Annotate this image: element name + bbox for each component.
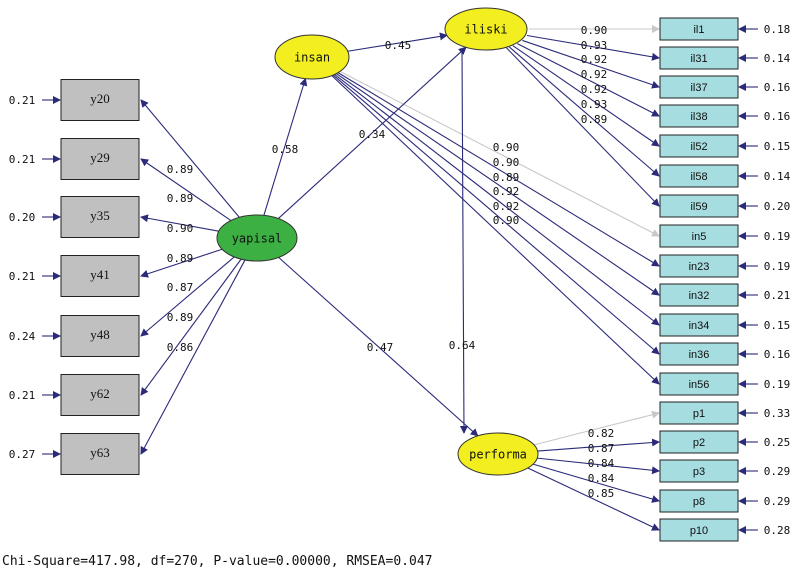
error-value-in32: 0.21	[763, 289, 791, 302]
indicator-label-il52: il52	[690, 140, 708, 153]
loading-value-il1: 0.90	[580, 24, 608, 37]
loading-value-y35: 0.90	[166, 222, 194, 235]
loading-arrow-in56	[332, 76, 659, 384]
loading-arrow-y62	[141, 259, 241, 395]
indicator-label-in23: in23	[688, 260, 710, 273]
indicator-label-in32: in32	[688, 289, 710, 302]
indicator-label-y62: y62	[90, 385, 110, 401]
error-value-il58: 0.14	[763, 170, 791, 183]
loading-arrow-il58	[509, 47, 659, 176]
error-value-in36: 0.16	[763, 348, 791, 361]
indicator-label-il1: il1	[693, 23, 705, 36]
error-value-in34: 0.15	[763, 319, 791, 332]
path-coefficient-iliski-performa: 0.64	[448, 339, 476, 352]
path-arrow-iliski-performa	[462, 49, 464, 433]
loading-value-il52: 0.92	[580, 83, 608, 96]
loading-value-y41: 0.89	[166, 252, 194, 265]
latent-label-insan: insan	[293, 50, 331, 65]
indicator-label-il37: il37	[690, 81, 708, 94]
error-value-y63: 0.27	[8, 448, 36, 461]
indicator-label-p8: p8	[692, 495, 706, 508]
loading-value-p10: 0.85	[587, 487, 615, 500]
error-value-p8: 0.29	[763, 495, 791, 508]
error-value-p3: 0.29	[763, 465, 791, 478]
path-coefficient-yapisal-performa: 0.47	[366, 341, 394, 354]
error-value-y29: 0.21	[8, 153, 36, 166]
loading-value-in36: 0.92	[492, 200, 520, 213]
indicator-label-il38: il38	[690, 110, 708, 123]
loading-arrow-y48	[141, 257, 234, 336]
loading-value-p2: 0.87	[587, 442, 615, 455]
indicator-label-y29: y29	[90, 149, 110, 165]
loading-value-in5: 0.90	[492, 141, 520, 154]
loading-arrow-in23	[338, 73, 659, 266]
indicator-label-in36: in36	[688, 348, 710, 361]
indicator-label-in34: in34	[688, 319, 710, 332]
error-value-il59: 0.20	[763, 200, 791, 213]
error-value-y41: 0.21	[8, 270, 36, 283]
loading-value-in23: 0.90	[492, 156, 520, 169]
error-value-p2: 0.25	[763, 436, 791, 449]
loading-value-il58: 0.93	[580, 98, 608, 111]
error-value-y62: 0.21	[8, 389, 36, 402]
indicator-label-y41: y41	[90, 266, 110, 282]
loading-value-in34: 0.92	[492, 185, 520, 198]
error-value-il31: 0.14	[763, 52, 791, 65]
indicator-label-y63: y63	[90, 444, 110, 460]
error-value-y35: 0.20	[8, 211, 36, 224]
latent-label-yapisal: yapisal	[231, 231, 283, 246]
error-value-in5: 0.19	[763, 230, 791, 243]
latent-label-iliski: iliski	[464, 22, 508, 37]
error-value-p10: 0.28	[763, 524, 791, 537]
loading-value-y48: 0.87	[166, 281, 194, 294]
loading-value-il37: 0.92	[580, 53, 608, 66]
indicator-label-in5: in5	[691, 230, 707, 243]
indicator-label-y48: y48	[90, 326, 110, 342]
latent-label-performa: performa	[469, 447, 527, 462]
error-value-in23: 0.19	[763, 260, 791, 273]
fit-statistics: Chi-Square=417.98, df=270, P-value=0.00000, RMSEA=0.047	[2, 554, 433, 569]
error-value-il52: 0.15	[763, 140, 791, 153]
loading-value-p3: 0.84	[587, 457, 615, 470]
error-value-il1: 0.18	[763, 23, 791, 36]
loading-value-il38: 0.92	[580, 68, 608, 81]
error-value-il38: 0.16	[763, 110, 791, 123]
error-value-il37: 0.16	[763, 81, 791, 94]
indicator-label-p1: p1	[692, 407, 706, 420]
error-value-y48: 0.24	[8, 330, 36, 343]
path-coefficient-yapisal-insan: 0.58	[271, 143, 299, 156]
indicator-label-p10: p10	[689, 524, 709, 537]
indicator-label-p3: p3	[692, 465, 706, 478]
loading-value-y62: 0.89	[166, 311, 194, 324]
loading-value-y63: 0.86	[166, 341, 194, 354]
error-value-p1: 0.33	[763, 407, 791, 420]
loading-value-y29: 0.89	[166, 192, 194, 205]
error-value-in56: 0.19	[763, 378, 791, 391]
loading-value-il59: 0.89	[580, 113, 608, 126]
path-coefficient-insan-iliski: 0.45	[384, 39, 412, 52]
indicator-label-y20: y20	[90, 90, 110, 106]
indicator-label-il31: il31	[690, 52, 708, 65]
indicator-label-in56: in56	[688, 378, 710, 391]
loading-value-p8: 0.84	[587, 472, 615, 485]
loading-value-p1: 0.82	[587, 427, 615, 440]
path-coefficient-yapisal-iliski: 0.34	[358, 128, 386, 141]
loading-value-il31: 0.93	[580, 39, 608, 52]
indicator-label-p2: p2	[692, 436, 706, 449]
indicator-label-y35: y35	[90, 207, 110, 223]
indicator-label-il58: il58	[690, 170, 708, 183]
loading-value-in32: 0.89	[492, 171, 520, 184]
loading-value-in56: 0.90	[492, 214, 520, 227]
loading-value-y20: 0.89	[166, 163, 194, 176]
indicator-label-il59: il59	[690, 200, 708, 213]
error-value-y20: 0.21	[8, 94, 36, 107]
